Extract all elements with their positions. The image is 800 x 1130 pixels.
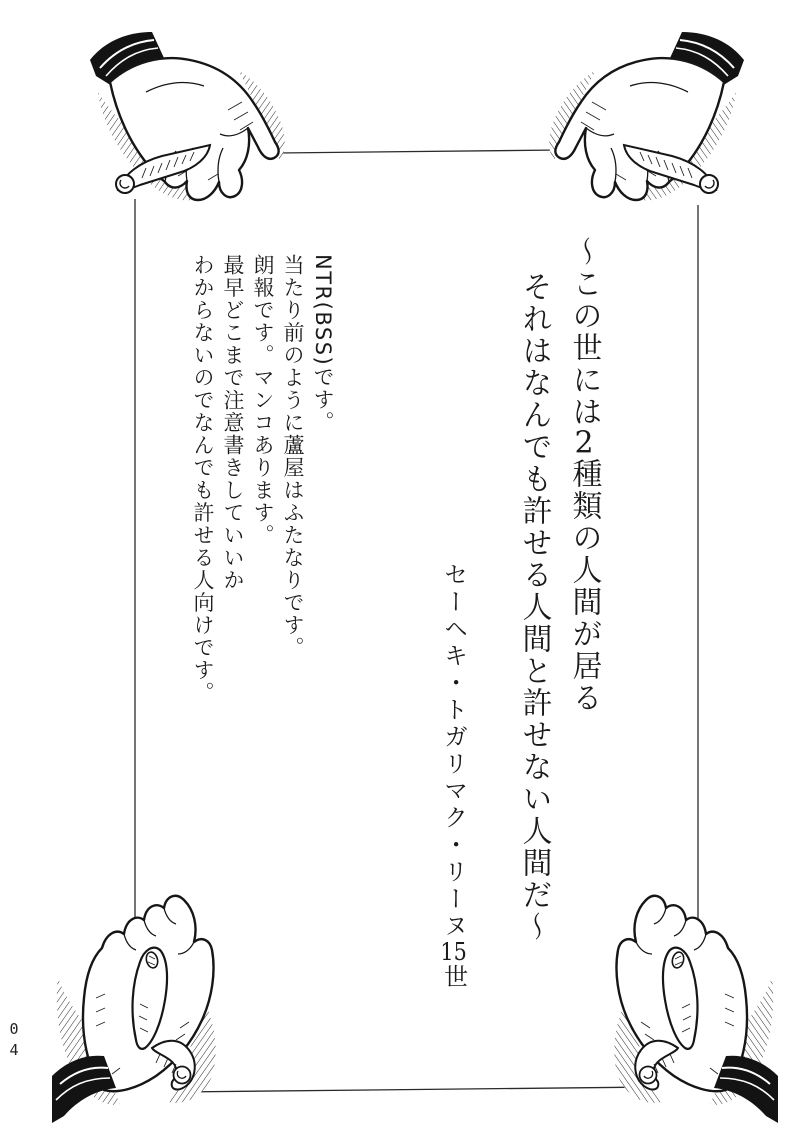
- hand-illustration-bottom-left: [52, 878, 252, 1123]
- paper-roll-end: [174, 1067, 191, 1084]
- attribution-suffix: 世: [439, 964, 468, 991]
- hand-illustration-top-right: [536, 30, 746, 212]
- quote-line-1-pre: 〜この世には: [566, 236, 602, 428]
- attribution-name: セーヘキ・トガリマク・リーヌ: [439, 562, 468, 940]
- quote-line-1: [566, 236, 601, 714]
- quote-line-1-numeral: 2: [574, 428, 594, 458]
- quote-line-2: それはなんでも許せる人間と許せない人間だ〜: [516, 271, 552, 943]
- page-number: 04: [5, 1020, 23, 1062]
- quote-line-1-post: 種類の人間が居る: [566, 458, 602, 714]
- hand-illustration-top-left: [88, 30, 298, 212]
- disclaimer-line: 最早どこまで注意書きしていいか: [221, 254, 245, 592]
- paper-roll-end: [116, 175, 134, 193]
- paper-border-top: [278, 150, 560, 153]
- disclaimer-line: NTR(BSS)です。: [311, 254, 335, 434]
- sleeve-cuff: [714, 1056, 778, 1123]
- sleeve-cuff: [52, 1056, 116, 1123]
- quote-attribution: [439, 562, 467, 991]
- disclaimer-line: わからないのでなんでも許せる人向けです。: [191, 254, 215, 704]
- hand-illustration-bottom-right: [578, 878, 778, 1123]
- attribution-numeral: 15: [440, 940, 467, 964]
- disclaimer-line: 当たり前のように蘆屋はふたなりです。: [281, 254, 305, 659]
- disclaimer-block: [188, 254, 338, 739]
- disclaimer-line: 朗報です。マンコあります。: [251, 254, 275, 547]
